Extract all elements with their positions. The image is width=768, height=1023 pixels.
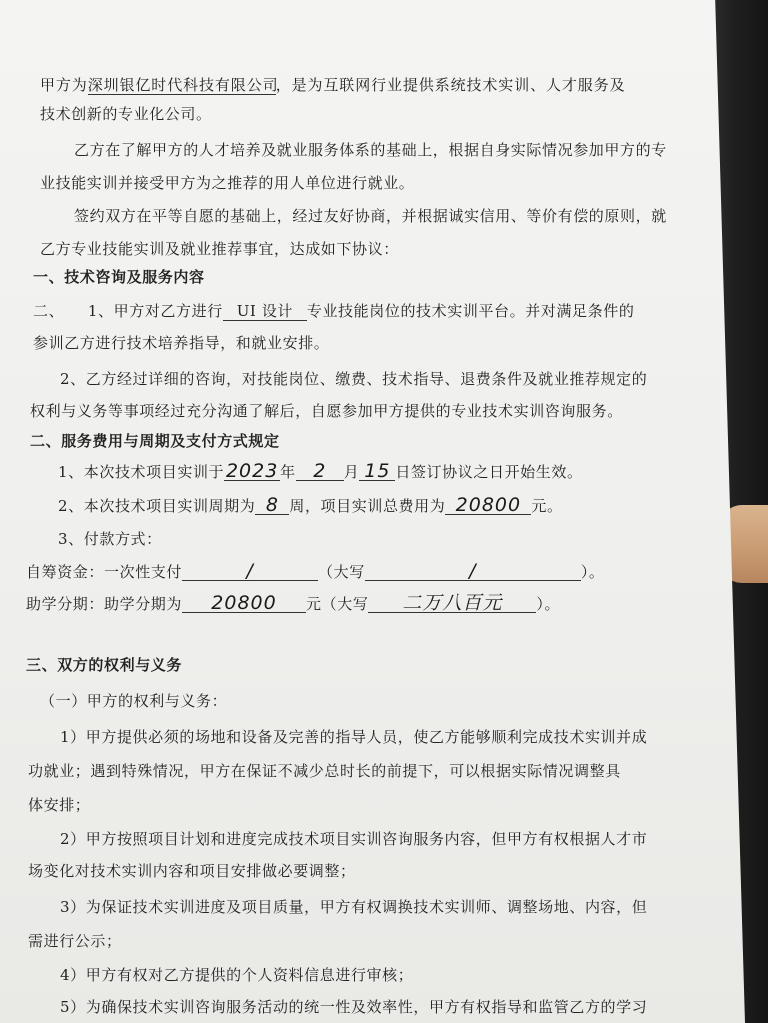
- right-4-line-1: 4）甲方有权对乙方提供的个人资料信息进行审核；: [60, 966, 414, 984]
- intro-line-1: 甲方为深圳银亿时代科技有限公司，是为互联网行业提供系统技术实训、人才服务及: [40, 76, 626, 94]
- self-funded-amount: /: [182, 562, 318, 581]
- period-fee-line: 2、本次技术项目实训周期为 8 周，项目实训总费用为 20800 元。: [58, 494, 563, 516]
- payment-heading: 3、付款方式：: [58, 530, 162, 548]
- section-1-item-1: 二、 1、甲方对乙方进行 UI 设计 专业技能岗位的技术实训平台。并对满足条件的: [33, 302, 635, 320]
- intro-p3-line-2: 乙方专业技能实训及就业推荐事宜，达成如下协议：: [40, 240, 399, 258]
- start-day: 15: [359, 462, 395, 481]
- intro-p2-line-2: 业技能实训并接受甲方为之推荐的用人单位进行就业。: [40, 174, 415, 192]
- right-3-line-1: 3）为保证技术实训进度及项目质量，甲方有权调换技术实训师、调整场地、内容，但: [60, 898, 648, 916]
- right-1-line-3: 体安排；: [28, 796, 91, 814]
- section-1-item-2-line-1: 2、乙方经过详细的咨询，对技能岗位、缴费、技术指导、退费条件及就业推荐规定的: [60, 370, 648, 388]
- start-date-line: 1、本次技术项目实训于2023 年 2 月 15 日签订协议之日开始生效。: [58, 460, 583, 482]
- intro-p3-line-1: 签约双方在平等自愿的基础上，经过友好协商，并根据诚实信用、等价有偿的原则，就: [74, 207, 667, 225]
- total-fee: 20800: [445, 496, 531, 515]
- intro-line-2: 技术创新的专业化公司。: [40, 105, 212, 123]
- right-2-line-1: 2）甲方按照项目计划和进度完成技术项目实训咨询服务内容，但甲方有权根据人才市: [60, 830, 648, 848]
- company-name: 深圳银亿时代科技有限公司: [87, 76, 279, 94]
- installment-line: 助学分期：助学分期为 20800 元（大写 二万八百元 ）。: [26, 592, 561, 614]
- right-1-line-2: 功就业；遇到特殊情况，甲方在保证不减少总时长的前提下，可以根据实际情况调整具: [28, 762, 621, 780]
- section-2-heading: 二、服务费用与周期及支付方式规定: [30, 432, 280, 450]
- right-2-line-2: 场变化对技术实训内容和项目安排做必要调整；: [28, 862, 356, 880]
- start-month: 2: [296, 462, 344, 481]
- course-name: UI 设计: [223, 302, 307, 321]
- section-1-item-2-line-2: 权利与义务等事项经过充分沟通了解后，自愿参加甲方提供的专业技术实训咨询服务。: [30, 402, 623, 420]
- section-1-item-1-line-2: 参训乙方进行技术培养指导，和就业安排。: [33, 334, 330, 352]
- installment-amount-words: 二万八百元: [368, 594, 536, 613]
- self-funded-amount-words: /: [365, 562, 581, 581]
- right-1-line-1: 1）甲方提供必须的场地和设备及完善的指导人员，使乙方能够顺利完成技术实训并成: [60, 728, 648, 746]
- self-funded-line: 自筹资金：一次性支付 / （大写 / ）。: [26, 560, 605, 582]
- section-3-sub-1: （一）甲方的权利与义务：: [40, 692, 228, 710]
- section-3-heading: 三、双方的权利与义务: [26, 656, 183, 674]
- installment-amount: 20800: [182, 594, 306, 613]
- right-5-line-1: 5）为确保技术实训咨询服务活动的统一性及效率性，甲方有权指导和监管乙方的学习: [60, 998, 648, 1016]
- section-1-heading: 一、技术咨询及服务内容: [33, 268, 205, 286]
- right-3-line-2: 需进行公示；: [28, 932, 122, 950]
- training-weeks: 8: [255, 496, 289, 515]
- intro-p2-line-1: 乙方在了解甲方的人才培养及就业服务体系的基础上，根据自身实际情况参加甲方的专: [74, 141, 667, 159]
- start-year: 2023: [225, 460, 279, 482]
